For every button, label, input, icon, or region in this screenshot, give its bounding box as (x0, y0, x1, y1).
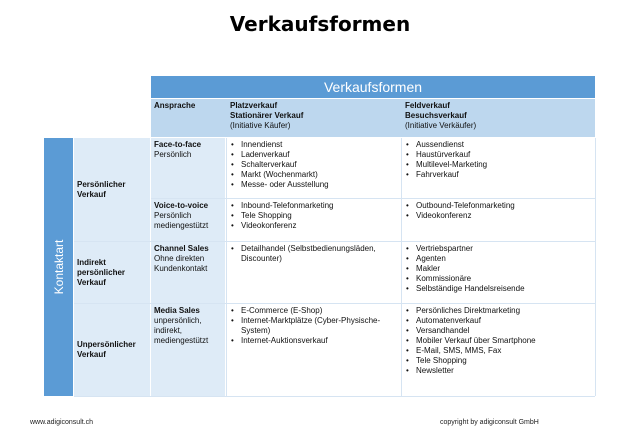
header-ansprache-label: Ansprache (154, 101, 196, 110)
row-media-sales-ansprache (151, 304, 225, 396)
list-item: • Innendienst (230, 140, 397, 150)
page-title: Verkaufsformen (229, 12, 411, 36)
row-channel-sales-platz (227, 242, 400, 303)
list-item: • Inbound-Telefonmarketing (230, 201, 397, 211)
group-unpersoenlich (74, 304, 150, 396)
side-label-text: Kontaktart (51, 239, 66, 295)
row-voice-to-voice-platz (227, 199, 400, 241)
table-header-row (151, 99, 595, 137)
row-media-sales-platz (227, 304, 400, 396)
list-item: • Haustürverkauf (405, 150, 592, 160)
list-item: • Outbound-Telefonmarketing (405, 201, 592, 211)
ansprache-desc: Ohne direkten Kundenkontakt (154, 254, 208, 273)
row-voice-to-voice-ansprache (151, 199, 225, 241)
header-platz-title: Platzverkauf (230, 101, 278, 110)
list-item: • Detailhandel (Selbstbedienungsläden, Discounter) (230, 244, 397, 264)
list-item: • Kommissionäre (405, 274, 592, 284)
list-item: • Agenten (405, 254, 592, 264)
row-divider (74, 303, 595, 304)
list-item: • Mobiler Verkauf über Smartphone (405, 336, 592, 346)
row-divider (74, 396, 595, 397)
list-item: • Makler (405, 264, 592, 274)
list-item: • Tele Shopping (230, 211, 397, 221)
row-channel-sales-feld (402, 242, 595, 303)
list-item: • Aussendienst (405, 140, 592, 150)
header-ansprache (151, 101, 225, 111)
ansprache-title: Media Sales (154, 306, 200, 315)
table-banner: Verkaufsformen (151, 76, 595, 98)
list-item: • Ladenverkauf (230, 150, 397, 160)
list-item: • Vertriebspartner (405, 244, 592, 254)
header-feld-note: (Initiative Verkäufer) (405, 121, 477, 130)
list-item: • Internet-Auktionsverkauf (230, 336, 397, 346)
group-persoenlich (74, 138, 150, 241)
row-voice-to-voice-feld (402, 199, 595, 241)
list-item: • E-Mail, SMS, MMS, Fax (405, 346, 592, 356)
header-feld-title: Feldverkauf (405, 101, 450, 110)
footer-website: www.adigiconsult.ch (30, 419, 94, 426)
row-divider (74, 241, 595, 242)
column-divider (401, 138, 402, 396)
ansprache-desc: unpersönlich, indirekt, mediengestützt (154, 316, 209, 345)
ansprache-desc: Persönlich (154, 150, 192, 159)
group-indirekt (74, 242, 150, 303)
list-item: • E-Commerce (E-Shop) (230, 306, 397, 316)
group-unpersoenlich-label: Unpersönlicher Verkauf (77, 340, 136, 359)
list-item: • Schalterverkauf (230, 160, 397, 170)
list-item: • Videokonferenz (405, 211, 592, 221)
row-channel-sales-ansprache (151, 242, 225, 303)
ansprache-desc: Persönlich mediengestützt (154, 211, 209, 230)
list-item: • Newsletter (405, 366, 592, 376)
row-face-to-face-feld (402, 138, 595, 198)
list-item: • Multilevel-Marketing (405, 160, 592, 170)
list-item: • Tele Shopping (405, 356, 592, 366)
list-item: • Persönliches Direktmarketing (405, 306, 592, 316)
header-feldverkauf (402, 101, 595, 131)
list-item: • Fahrverkauf (405, 170, 592, 180)
row-divider (151, 198, 595, 199)
row-media-sales-feld (402, 304, 595, 396)
kontaktart-side-label (44, 138, 73, 396)
header-platzverkauf (227, 101, 400, 131)
list-item: • Versandhandel (405, 326, 592, 336)
list-item: • Messe- oder Ausstellung (230, 180, 397, 190)
footer-copyright: copyright by adigiconsult GmbH (440, 419, 539, 426)
ansprache-title: Face-to-face (154, 140, 202, 149)
list-item: • Selbständige Handelsreisende (405, 284, 592, 294)
header-platz-note: (Initiative Käufer) (230, 121, 291, 130)
row-face-to-face-ansprache (151, 138, 225, 198)
group-persoenlich-label: Persönlicher Verkauf (77, 179, 126, 199)
list-item: • Markt (Wochenmarkt) (230, 170, 397, 180)
header-feld-sub: Besuchsverkauf (405, 111, 467, 120)
row-face-to-face-platz (227, 138, 400, 198)
header-platz-sub: Stationärer Verkauf (230, 111, 304, 120)
column-divider (595, 138, 596, 396)
column-divider (226, 138, 227, 396)
ansprache-title: Voice-to-voice (154, 201, 209, 210)
group-indirekt-label: Indirekt persönlicher Verkauf (77, 257, 126, 287)
list-item: • Videokonferenz (230, 221, 397, 231)
list-item: • Automatenverkauf (405, 316, 592, 326)
ansprache-title: Channel Sales (154, 244, 209, 253)
list-item: • Internet-Marktplätze (Cyber-Physische-System) (230, 316, 397, 336)
